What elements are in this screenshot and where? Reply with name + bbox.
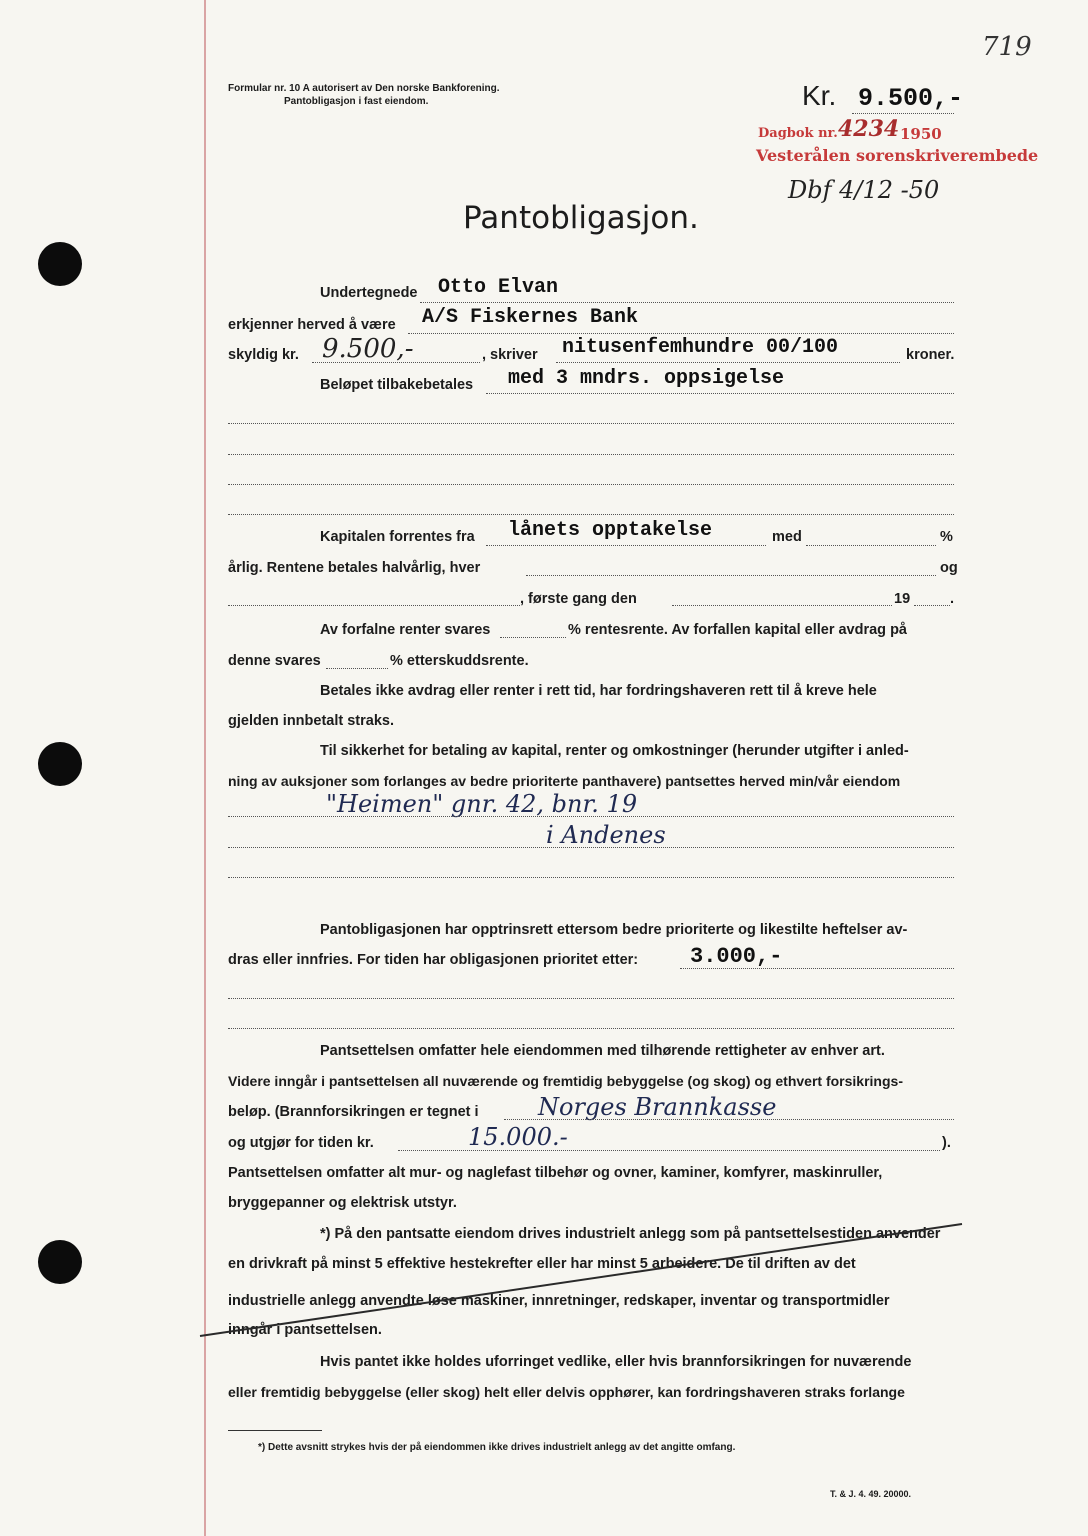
forste-gang-label: , første gang den (520, 591, 637, 607)
skriver-label: , skriver (482, 347, 538, 363)
belopet-label: Beløpet tilbakebetales (320, 377, 474, 393)
printer-mark: T. & J. 4. 49. 20000. (830, 1489, 912, 1499)
omfatter-line-3: beløp. (Brannforsikringen er tegnet i (228, 1104, 479, 1120)
hvis-line-2: eller fremtidig bebyggelse (eller skog) helt eller delvis opphører, kan fordringshaveren straks forlange (228, 1384, 905, 1400)
opptrinsrett-line-1: Pantobligasjonen har opptrinsrett ettersom bedre prioriterte og likestilte heftelser av- (320, 922, 908, 938)
period: . (950, 591, 955, 607)
kapitalen-label: Kapitalen forrentes fra (320, 529, 475, 545)
insured-amount: 15.000.- (468, 1123, 568, 1151)
stamp-date-note: Dbf 4/12 -50 (788, 176, 940, 204)
industri-line-3: industrielle anlegg anvendte løse maskiner, innretninger, redskaper, inventar og transportmidler (228, 1293, 890, 1309)
etterskudd-label: % etterskuddsrente. (390, 653, 529, 669)
form-line-1: Formular nr. 10 A autorisert av Den norske Bankforening. (228, 83, 500, 94)
omfatter-line-1: Pantsettelsen omfatter hele eiendommen med tilhørende rettigheter av enhver art. (320, 1043, 885, 1059)
stamp-dagbok-number: 4234 (838, 116, 900, 142)
close-paren: ). (942, 1135, 951, 1151)
property-line-2: i Andenes (546, 821, 666, 849)
opptrinsrett-line-2: dras eller innfries. For tiden har obligasjonen prioritet etter: (228, 952, 639, 968)
form-line-2: Pantobligasjon i fast eiendom. (284, 96, 429, 107)
property-line-1: "Heimen" gnr. 42, bnr. 19 (326, 790, 638, 818)
industri-line-1: *) På den pantsatte eiendom drives industrielt anlegg som på pantsettelsestiden anvender (320, 1226, 941, 1242)
insurer-value: Norges Brannkasse (538, 1093, 777, 1121)
undertegnede-value: Otto Elvan (438, 276, 559, 299)
betales-line-2: gjelden innbetalt straks. (228, 713, 394, 729)
mur-line-1: Pantsettelsen omfatter alt mur- og naglefast tilbehør og ovner, kaminer, komfyrer, maskinruller, (228, 1165, 883, 1181)
page-number: 719 (982, 32, 1032, 62)
stamp-year: 1950 (900, 125, 942, 143)
document-title: Pantobligasjon. (463, 200, 699, 236)
og-label: og (940, 560, 958, 576)
kapitalen-value: lånets opptakelse (508, 519, 713, 542)
omfatter-line-2: Videre inngår i pantsettelsen all nuværende og fremtidig bebyggelse (og skog) og ethvert forsikrings- (228, 1073, 903, 1089)
skriver-value: nitusenfemhundre 00/100 (562, 336, 839, 359)
stamp-dagbok-label: Dagbok nr. (758, 126, 838, 141)
year-19-label: 19 (894, 591, 911, 607)
arlig-text: årlig. Rentene betales halvårlig, hver (228, 560, 481, 576)
rentesrente-label: % rentesrente. Av forfallen kapital eller avdrag på (568, 622, 907, 638)
sikkerhet-line-2: ning av auksjoner som forlanges av bedre prioriterte panthavere) pantsettes herved min/vår eiendom (228, 773, 901, 789)
erkjenner-label: erkjenner herved å være (228, 317, 396, 333)
mur-line-2: bryggepanner og elektrisk utstyr. (228, 1195, 457, 1211)
stamp-office: Vesterålen sorenskriverembede (756, 146, 1039, 165)
belopet-value: med 3 mndrs. oppsigelse (508, 367, 785, 390)
footnote-rule (228, 1430, 322, 1431)
kr-label: Kr. (802, 80, 837, 111)
sikkerhet-line-1: Til sikkerhet for betaling av kapital, renter og omkostninger (herunder utgifter i anled- (320, 743, 909, 759)
med-label: med (772, 529, 802, 545)
skyldig-value: 9.500,- (322, 334, 414, 364)
industri-line-4: inngår i pantsettelsen. (228, 1322, 382, 1338)
kroner-label: kroner. (906, 347, 955, 363)
footnote-text: *) Dette avsnitt strykes hvis der på eiendommen ikke drives industrielt anlegg av det angitte omfang. (258, 1442, 736, 1453)
percent-sign: % (940, 529, 953, 545)
omfatter-line-4: og utgjør for tiden kr. (228, 1135, 374, 1151)
kr-amount: 9.500,- (858, 84, 964, 113)
hvis-line-1: Hvis pantet ikke holdes uforringet vedlike, eller hvis brannforsikringen for nuværende (320, 1354, 912, 1370)
industri-line-2: en drivkraft på minst 5 effektive hestekrefter eller har minst 5 arbeidere. De til driften av det (228, 1256, 856, 1272)
betales-line-1: Betales ikke avdrag eller renter i rett tid, har fordringshaveren rett til å kreve hele (320, 683, 877, 699)
erkjenner-value: A/S Fiskernes Bank (422, 306, 639, 329)
prioritet-value: 3.000,- (690, 944, 783, 969)
undertegnede-label: Undertegnede (320, 285, 418, 301)
skyldig-label: skyldig kr. (228, 347, 299, 363)
denne-svares-label: denne svares (228, 653, 321, 669)
av-forfalne-label: Av forfalne renter svares (320, 622, 491, 638)
